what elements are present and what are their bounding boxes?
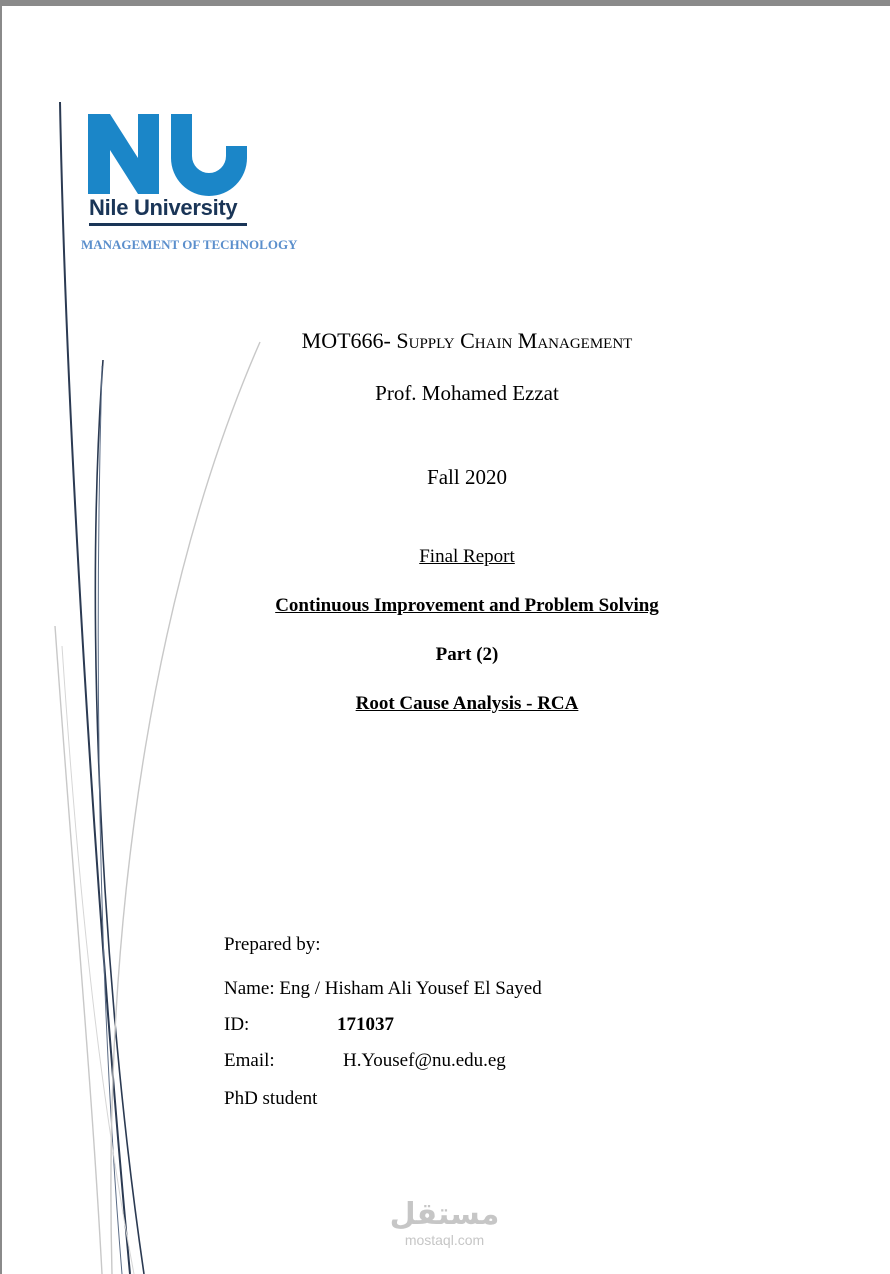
author-role: PhD student	[224, 1088, 318, 1109]
email-label: Email:	[224, 1050, 275, 1071]
watermark-arabic: مستقل	[389, 1197, 500, 1232]
author-name: Name: Eng / Hisham Ali Yousef El Sayed	[224, 978, 542, 999]
professor-name: Prof. Mohamed Ezzat	[375, 381, 559, 405]
watermark-domain: mostaql.com	[404, 1232, 485, 1248]
course-code: MOT666-	[301, 328, 391, 353]
id-value: 171037	[337, 1014, 394, 1035]
department-name: MANAGEMENT OF TECHNOLOGY	[81, 237, 298, 252]
mostaql-watermark	[387, 1198, 502, 1248]
author-email-row	[224, 1050, 506, 1072]
id-label: ID:	[224, 1014, 250, 1035]
term: Fall 2020	[427, 465, 507, 489]
report-part: Part (2)	[435, 644, 499, 665]
university-name: Nile University	[89, 195, 238, 220]
author-id-row	[224, 1014, 394, 1036]
logo-underline	[89, 223, 247, 226]
prepared-by-label: Prepared by:	[224, 934, 321, 955]
course-heading	[2, 328, 890, 354]
document-page	[2, 6, 890, 1274]
report-subtitle: Root Cause Analysis - RCA	[355, 693, 579, 714]
email-value: H.Yousef@nu.edu.eg	[343, 1050, 506, 1071]
report-type: Final Report	[419, 546, 515, 567]
report-title: Continuous Improvement and Problem Solving	[275, 595, 659, 616]
course-name: Supply Chain Management	[396, 328, 633, 353]
